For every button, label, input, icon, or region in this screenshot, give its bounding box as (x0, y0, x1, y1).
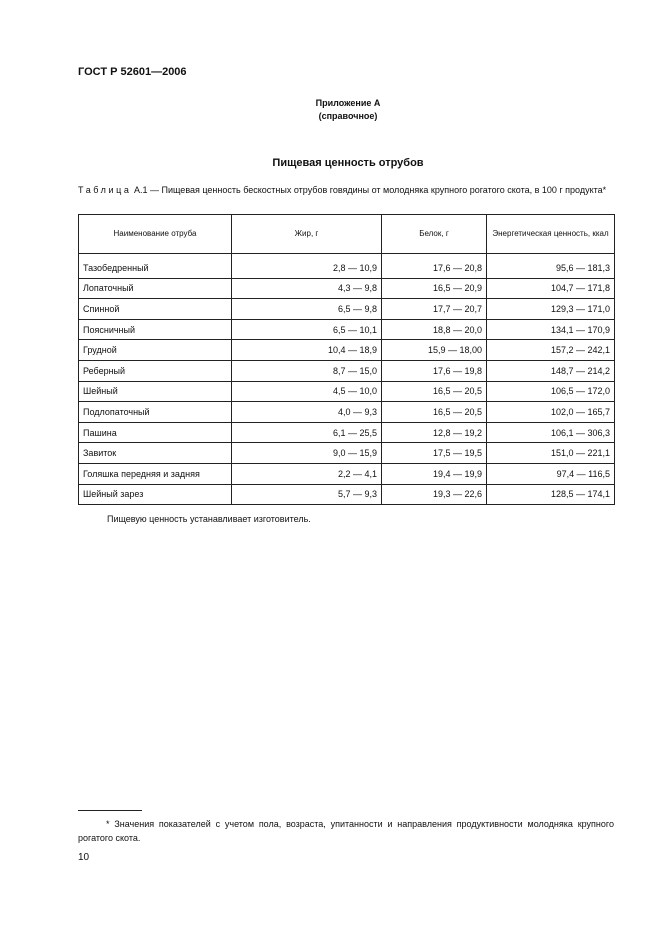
nutrition-table (78, 214, 615, 505)
table-row (79, 484, 615, 505)
appendix-subtitle: (справочное) (318, 111, 378, 121)
header-energy: Энергетическая ценность, ккал (487, 215, 615, 254)
table-row (79, 278, 615, 299)
header-protein: Белок, г (382, 215, 487, 254)
table-row (79, 319, 615, 340)
cell-fat: 4,5 — 10,0 (232, 381, 382, 402)
cell-fat: 9,0 — 15,9 (232, 443, 382, 464)
cell-energy: 157,2 — 242,1 (487, 340, 615, 361)
cell-energy: 129,3 — 171,0 (487, 299, 615, 320)
table-caption-word: Таблица (78, 185, 132, 195)
table-row (79, 381, 615, 402)
table-caption-text: А.1 — Пищевая ценность бескостных отрубов говядины от молодняка крупного рогатого скота, в 100 г продукта* (131, 185, 607, 195)
cell-cut-name: Пашина (79, 422, 232, 443)
cell-fat: 2,8 — 10,9 (232, 254, 382, 279)
appendix-title: Приложение А (315, 98, 381, 108)
footnote: * Значения показателей с учетом пола, возраста, упитанности и направления продуктивности молодняка крупного рогатого скота. (78, 819, 614, 843)
page-number: 10 (78, 852, 90, 863)
table-row (79, 340, 615, 361)
cell-energy: 134,1 — 170,9 (487, 319, 615, 340)
table-row (79, 299, 615, 320)
table-header-row (79, 215, 615, 254)
table-row (79, 443, 615, 464)
cell-protein: 16,5 — 20,5 (382, 381, 487, 402)
note-text: Пищевую ценность устанавливает изготовитель. (107, 514, 311, 524)
cell-fat: 6,5 — 9,8 (232, 299, 382, 320)
table-row (79, 402, 615, 423)
cell-protein: 17,6 — 20,8 (382, 254, 487, 279)
cell-protein: 17,7 — 20,7 (382, 299, 487, 320)
cell-cut-name: Поясничный (79, 319, 232, 340)
appendix-heading (0, 97, 661, 123)
document-code: ГОСТ Р 52601—2006 (78, 66, 187, 78)
table-caption (78, 184, 614, 196)
cell-protein: 12,8 — 19,2 (382, 422, 487, 443)
cell-protein: 18,8 — 20,0 (382, 319, 487, 340)
cell-cut-name: Подлопаточный (79, 402, 232, 423)
cell-protein: 16,5 — 20,9 (382, 278, 487, 299)
cell-fat: 2,2 — 4,1 (232, 463, 382, 484)
cell-fat: 5,7 — 9,3 (232, 484, 382, 505)
table-row (79, 254, 615, 279)
cell-fat: 4,3 — 9,8 (232, 278, 382, 299)
cell-protein: 17,6 — 19,8 (382, 360, 487, 381)
cell-protein: 15,9 — 18,00 (382, 340, 487, 361)
cell-energy: 95,6 — 181,3 (487, 254, 615, 279)
cell-energy: 104,7 — 171,8 (487, 278, 615, 299)
cell-energy: 102,0 — 165,7 (487, 402, 615, 423)
cell-energy: 151,0 — 221,1 (487, 443, 615, 464)
cell-protein: 16,5 — 20,5 (382, 402, 487, 423)
header-fat: Жир, г (232, 215, 382, 254)
cell-energy: 148,7 — 214,2 (487, 360, 615, 381)
footnote-rule (78, 810, 142, 811)
header-cut-name: Наименование отруба (79, 215, 232, 254)
cell-cut-name: Тазобедренный (79, 254, 232, 279)
cell-protein: 19,4 — 19,9 (382, 463, 487, 484)
cell-cut-name: Голяшка передняя и задняя (79, 463, 232, 484)
cell-fat: 6,1 — 25,5 (232, 422, 382, 443)
cell-cut-name: Шейный зарез (79, 484, 232, 505)
cell-fat: 10,4 — 18,9 (232, 340, 382, 361)
table-row (79, 422, 615, 443)
cell-energy: 97,4 — 116,5 (487, 463, 615, 484)
cell-fat: 8,7 — 15,0 (232, 360, 382, 381)
cell-energy: 106,5 — 172,0 (487, 381, 615, 402)
cell-cut-name: Завиток (79, 443, 232, 464)
cell-cut-name: Спинной (79, 299, 232, 320)
cell-protein: 19,3 — 22,6 (382, 484, 487, 505)
cell-cut-name: Грудной (79, 340, 232, 361)
table-row (79, 463, 615, 484)
cell-energy: 106,1 — 306,3 (487, 422, 615, 443)
cell-cut-name: Реберный (79, 360, 232, 381)
cell-cut-name: Шейный (79, 381, 232, 402)
cell-cut-name: Лопаточный (79, 278, 232, 299)
cell-fat: 4,0 — 9,3 (232, 402, 382, 423)
table-row (79, 360, 615, 381)
cell-energy: 128,5 — 174,1 (487, 484, 615, 505)
section-title: Пищевая ценность отрубов (272, 157, 424, 169)
cell-protein: 17,5 — 19,5 (382, 443, 487, 464)
cell-fat: 6,5 — 10,1 (232, 319, 382, 340)
